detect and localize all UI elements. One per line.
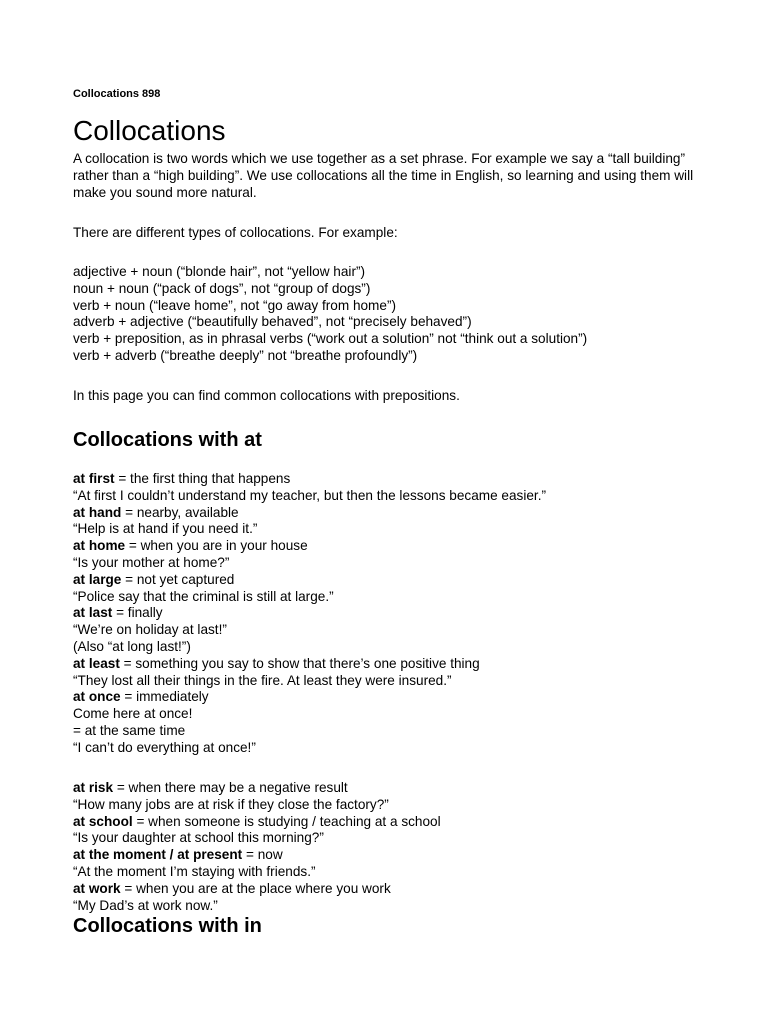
collocation-term: at the moment / at present xyxy=(73,847,243,863)
example-sentence: “Is your daughter at school this morning?” xyxy=(73,830,324,846)
document-header: Collocations 898 xyxy=(73,88,161,100)
collocation-definition xyxy=(73,505,546,522)
collocation-entries-group-2 xyxy=(73,780,441,914)
collocation-type-line: verb + noun (“leave home”, not “go away from home”) xyxy=(73,297,396,313)
collocation-definition xyxy=(73,572,546,589)
collocation-type-line: verb + preposition, as in phrasal verbs (“work out a solution” not “think out a solution”) xyxy=(73,331,588,347)
collocation-term: at first xyxy=(73,471,115,486)
collocation-term: at last xyxy=(73,605,113,621)
collocation-meaning: = when you are at the place where you work xyxy=(120,880,391,896)
collocation-meaning: = when there may be a negative result xyxy=(113,780,348,795)
collocation-type-line: adverb + adjective (“beautifully behaved”, not “precisely behaved”) xyxy=(73,314,472,330)
collocation-definition xyxy=(73,780,441,797)
example-sentence: “Is your mother at home?” xyxy=(73,554,230,570)
collocation-meaning: = when someone is studying / teaching at a school xyxy=(132,813,441,829)
alternate-meaning: = at the same time xyxy=(73,722,186,738)
collocation-definition xyxy=(73,471,546,488)
section-heading-in: Collocations with in xyxy=(73,915,262,937)
collocation-term: at hand xyxy=(73,504,122,520)
collocation-term: at risk xyxy=(73,780,114,795)
collocation-meaning: = when you are in your house xyxy=(125,538,308,554)
example-sentence: “They lost all their things in the fire. At least they were insured.” xyxy=(73,672,452,688)
page-title: Collocations xyxy=(73,115,226,146)
collocation-definition xyxy=(73,605,546,622)
collocation-term: at least xyxy=(73,655,120,671)
collocation-meaning: = nearby, available xyxy=(121,504,239,520)
collocation-term: at work xyxy=(73,880,121,896)
example-sentence: “Help is at hand if you need it.” xyxy=(73,521,258,537)
collocation-definition xyxy=(73,689,546,706)
types-intro-paragraph: There are different types of collocations. For example: xyxy=(73,225,398,240)
collocation-meaning: = now xyxy=(242,847,283,863)
example-sentence: “I can’t do everything at once!” xyxy=(73,739,256,755)
collocation-term: at large xyxy=(73,571,122,587)
collocation-types-list xyxy=(73,264,587,365)
collocation-type-line: adjective + noun (“blonde hair”, not “yellow hair”) xyxy=(73,264,366,279)
example-sentence: “At the moment I’m staying with friends.” xyxy=(73,863,316,879)
example-sentence: Come here at once! xyxy=(73,706,193,722)
example-sentence: “My Dad’s at work now.” xyxy=(73,897,218,913)
example-sentence: “Police say that the criminal is still at large.” xyxy=(73,588,334,604)
example-sentence: “We’re on holiday at last!” xyxy=(73,622,227,638)
collocation-definition xyxy=(73,814,441,831)
collocation-entries-group-1 xyxy=(73,471,546,757)
section-heading-at: Collocations with at xyxy=(73,429,262,451)
collocation-meaning: = finally xyxy=(112,605,163,621)
collocation-definition xyxy=(73,656,546,673)
collocation-term: at once xyxy=(73,689,121,705)
collocation-meaning: = immediately xyxy=(120,689,209,705)
collocation-definition xyxy=(73,881,441,898)
collocation-definition xyxy=(73,847,441,864)
collocation-meaning: = something you say to show that there’s one positive thing xyxy=(119,655,480,671)
collocation-meaning: = not yet captured xyxy=(121,571,235,587)
collocation-definition xyxy=(73,538,546,555)
example-sentence: “At first I couldn’t understand my teacher, but then the lessons became easier.” xyxy=(73,487,547,503)
collocation-type-line: verb + adverb (“breathe deeply” not “breathe profoundly”) xyxy=(73,347,418,363)
collocation-term: at home xyxy=(73,538,126,554)
page-note: In this page you can find common collocations with prepositions. xyxy=(73,388,460,403)
collocation-term: at school xyxy=(73,813,133,829)
intro-paragraph: A collocation is two words which we use together as a set phrase. For example we say a “tall building” rather than a “high building”. We use collocations all the time in English, so learning and using them will make you sound more natural. xyxy=(73,151,694,200)
example-note: (Also “at long last!”) xyxy=(73,638,191,654)
example-sentence: “How many jobs are at risk if they close the factory?” xyxy=(73,796,389,812)
collocation-meaning: = the first thing that happens xyxy=(114,471,291,486)
collocation-type-line: noun + noun (“pack of dogs”, not “group of dogs”) xyxy=(73,280,371,296)
